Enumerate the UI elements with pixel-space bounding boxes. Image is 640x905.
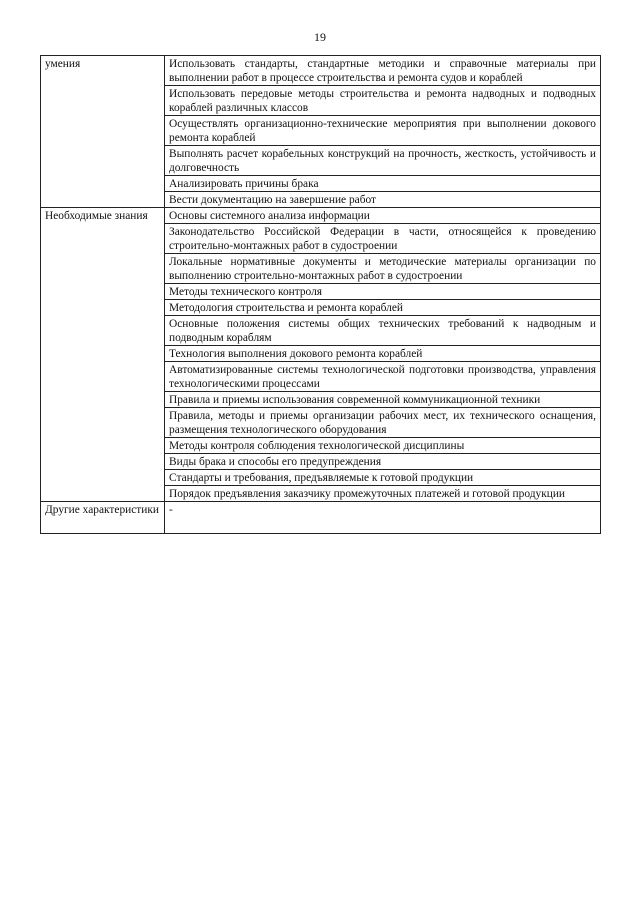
table-cell: Методология строительства и ремонта кораблей [165, 300, 601, 316]
section-label-knowledge: Необходимые знания [41, 208, 165, 502]
characteristics-table [40, 55, 601, 534]
table-cell: Вести документацию на завершение работ [165, 192, 601, 208]
table-cell: Виды брака и способы его предупреждения [165, 454, 601, 470]
table-cell: Использовать стандарты, стандартные методики и справочные материалы при выполнении работ в процессе строительства и ремонта судов и кораблей [165, 56, 601, 86]
table-row [41, 56, 601, 86]
table-cell: Правила и приемы использования современной коммуникационной техники [165, 392, 601, 408]
page-number: 19 [314, 30, 326, 44]
table-row [41, 502, 601, 534]
table-cell: Локальные нормативные документы и методические материалы организации по выполнению строительно-монтажных работ в судостроении [165, 254, 601, 284]
section-label-skills: умения [41, 56, 165, 208]
table-cell: Автоматизированные системы технологической подготовки производства, управления технологическими процессами [165, 362, 601, 392]
table-cell: Анализировать причины брака [165, 176, 601, 192]
table-cell: Правила, методы и приемы организации рабочих мест, их технического оснащения, размещения технологического оборудования [165, 408, 601, 438]
table-cell: Методы технического контроля [165, 284, 601, 300]
table-cell: Порядок предъявления заказчику промежуточных платежей и готовой продукции [165, 486, 601, 502]
table-cell: Использовать передовые методы строительства и ремонта надводных и подводных кораблей различных классов [165, 86, 601, 116]
table-cell: Методы контроля соблюдения технологической дисциплины [165, 438, 601, 454]
table-row [41, 208, 601, 224]
table-cell: Основные положения системы общих технических требований к надводным и подводным кораблям [165, 316, 601, 346]
section-label-other: Другие характеристики [41, 502, 165, 534]
table-cell: - [165, 502, 601, 534]
table-cell: Выполнять расчет корабельных конструкций на прочность, жесткость, устойчивость и долговечность [165, 146, 601, 176]
table-cell: Технология выполнения докового ремонта кораблей [165, 346, 601, 362]
table-cell: Законодательство Российской Федерации в части, относящейся к проведению строительно-монтажных работ в судостроении [165, 224, 601, 254]
table-cell: Стандарты и требования, предъявляемые к готовой продукции [165, 470, 601, 486]
table-cell: Осуществлять организационно-технические мероприятия при выполнении докового ремонта кораблей [165, 116, 601, 146]
table-body [41, 56, 601, 534]
table-cell: Основы системного анализа информации [165, 208, 601, 224]
